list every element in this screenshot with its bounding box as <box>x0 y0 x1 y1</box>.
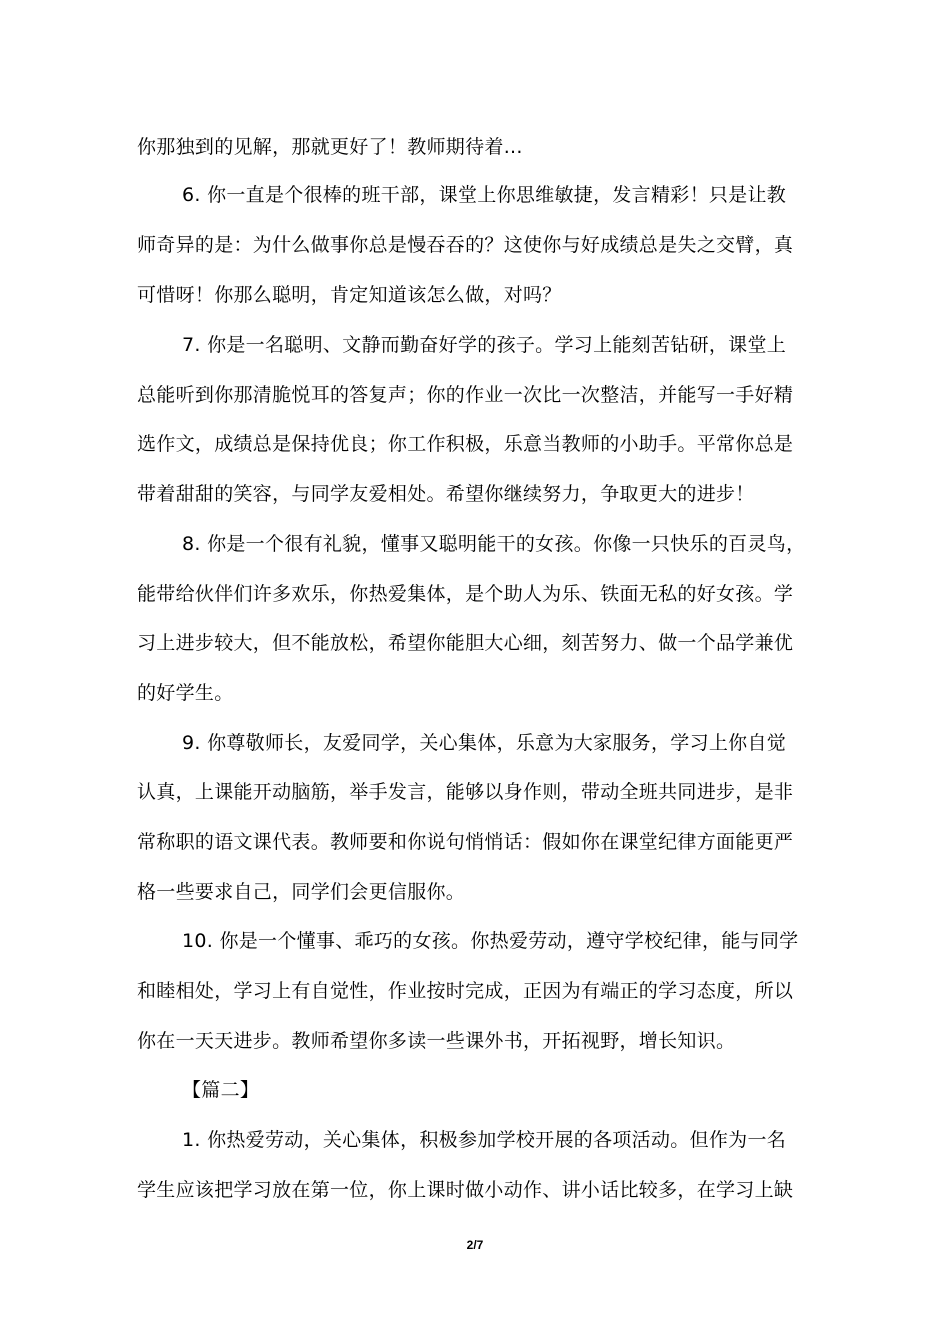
text-line: 你那独到的见解，那就更好了！教师期待着... <box>137 136 523 158</box>
text-line: 能带给伙伴们许多欢乐，你热爱集体，是个助人为乐、铁面无私的好女孩。学 <box>137 583 794 605</box>
text-line: 选作文，成绩总是保持优良；你工作积极，乐意当教师的小助手。平常你总是 <box>137 433 794 455</box>
paragraph-8-line: 8. 你是一个很有礼貌，懂事又聪明能干的女孩。你像一只快乐的百灵鸟， <box>182 533 806 555</box>
paragraph-9-line: 9. 你尊敬师长，友爱同学，关心集体，乐意为大家服务，学习上你自觉 <box>182 732 787 754</box>
paragraph-7-line: 7. 你是一名聪明、文静而勤奋好学的孩子。学习上能刻苦钻研，课堂上 <box>182 334 787 356</box>
section-heading: 【篇二】 <box>182 1079 260 1101</box>
paragraph-1-line: 1. 你热爱劳动，关心集体，积极参加学校开展的各项活动。但作为一名 <box>182 1129 787 1151</box>
text-line: 师奇异的是：为什么做事你总是慢吞吞的？这使你与好成绩总是失之交臂，真 <box>137 234 794 256</box>
text-line: 你在一天天进步。教师希望你多读一些课外书，开拓视野，增长知识。 <box>137 1030 736 1052</box>
text-line: 可惜呀！你那么聪明，肯定知道该怎么做，对吗？ <box>137 284 562 306</box>
text-line: 总能听到你那清脆悦耳的答复声；你的作业一次比一次整洁，并能写一手好精 <box>137 384 794 406</box>
text-line: 和睦相处，学习上有自觉性，作业按时完成，正因为有端正的学习态度，所以 <box>137 980 794 1002</box>
text-line: 格一些要求自己，同学们会更信服你。 <box>137 881 466 903</box>
text-line: 常称职的语文课代表。教师要和你说句悄悄话：假如你在课堂纪律方面能更严 <box>137 831 794 853</box>
paragraph-6-line: 6. 你一直是个很棒的班干部，课堂上你思维敏捷，发言精彩！只是让教 <box>182 184 787 206</box>
text-line: 习上进步较大，但不能放松，希望你能胆大心细，刻苦努力、做一个品学兼优 <box>137 632 794 654</box>
paragraph-10-line: 10. 你是一个懂事、乖巧的女孩。你热爱劳动，遵守学校纪律，能与同学 <box>182 930 799 952</box>
text-line: 的好学生。 <box>137 682 234 704</box>
text-line: 认真，上课能开动脑筋，举手发言，能够以身作则，带动全班共同进步，是非 <box>137 781 794 803</box>
text-line: 带着甜甜的笑容，与同学友爱相处。希望你继续努力，争取更大的进步！ <box>137 483 755 505</box>
page-number: 2/7 <box>466 1238 484 1252</box>
text-line: 学生应该把学习放在第一位，你上课时做小动作、讲小话比较多，在学习上缺 <box>137 1179 794 1201</box>
